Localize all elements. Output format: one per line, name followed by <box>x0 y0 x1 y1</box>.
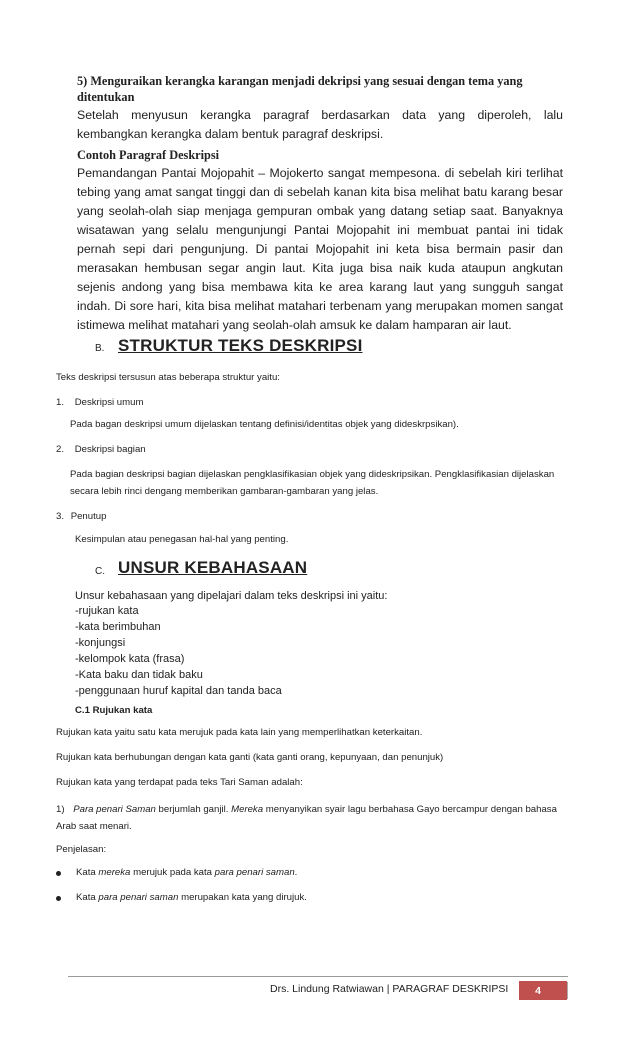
list-item: -kata berimbuhan <box>75 621 161 633</box>
structure-item-2-desc: Pada bagian deskripsi bagian dijelaskan pengklasifikasian objek yang dideskripsikan. Pengklasifikasian dijelaskan secara lebih rinci dengang memberikan gambaran-gambaran yang jelas. <box>70 469 555 497</box>
structure-item-label: Penutup <box>70 511 107 522</box>
section-b-title: STRUKTUR TEKS DESKRIPSI <box>118 336 363 355</box>
explanation-label: Penjelasan: <box>56 844 107 855</box>
section-b-letter: B. <box>95 343 105 354</box>
section-b-intro: Teks deskripsi tersusun atas beberapa struktur yaitu: <box>56 372 280 383</box>
language-elements-list <box>75 603 282 699</box>
list-item: -penggunaan huruf kapital dan tanda baca <box>75 685 282 697</box>
bullet-icon <box>56 871 61 876</box>
list-item: -konjungsi <box>75 637 126 649</box>
rujukan-para-2: Rujukan kata berhubungan dengan kata ganti (kata ganti orang, kepunyaan, dan penunjuk) <box>56 752 444 763</box>
step-5-heading: 5) Menguraikan kerangka karangan menjadi dekripsi yang sesuai dengan tema yang ditentukan <box>77 74 523 104</box>
structure-item-3-desc: Kesimpulan atau penegasan hal-hal yang penting. <box>75 534 289 545</box>
subsection-c1-heading: C.1 Rujukan kata <box>75 705 153 716</box>
structure-item-3 <box>56 510 106 524</box>
structure-item-1 <box>56 396 143 410</box>
explanation-bullet-2: Kata para penari saman merupakan kata yang dirujuk. <box>56 891 307 905</box>
structure-item-2 <box>56 443 146 457</box>
structure-item-label: Deskripsi umum <box>74 397 144 408</box>
example-paragraph: Pemandangan Pantai Mojopahit – Mojokerto sangat mempesona. di sebelah kiri terlihat tebing yang amat sangat tinggi dan di sebelah kanan kita bisa melihat batu karang besar yang seolah-olah siap menjaga gempuran ombak yang datang setiap saat. Banyaknya wisatawan yang selalu mengunjungi Pantai Mojopahit ini membuat pantai ini tidak pernah sepi dari pengunjung. Di pantai Mojopahit ini keta bisa bermain pasir dan merasakan hembusan segar angin laut. Kita juga bisa naik kuda ataupun angkutan sejenis andong yang bisa membawa kita ke area karang laut yang sungguh sangat indah. Di sore hari, kita bisa melihat matahari terbenam yang merupakan momen sangat istimewa melihat matahari yang seolah-olah amsuk ke dalam hamparan air laut. <box>77 166 563 332</box>
structure-item-1-desc: Pada bagan deskripsi umum dijelaskan tentang definisi/identitas objek yang dideskrpsikan). <box>70 419 459 430</box>
footer-text: Drs. Lindung Ratwiawan | PARAGRAF DESKRIPSI <box>270 983 509 995</box>
footer-rule <box>68 976 568 977</box>
example-number: 1) <box>56 804 65 815</box>
bullet-icon <box>56 896 61 901</box>
page-number-badge <box>519 981 567 1000</box>
step-5-body: Setelah menyusun kerangka paragraf berdasarkan data yang diperoleh, lalu kembangkan kerangka dalam bentuk paragraf deskripsi. <box>77 108 563 141</box>
example-sentence: 1) Para penari Saman berjumlah ganjil. Mereka menyanyikan syair lagu berbahasa Gayo bercampur dengan bahasa Arab saat menari. <box>56 804 557 832</box>
structure-item-number: 2. <box>56 444 65 455</box>
rujukan-para-3: Rujukan kata yang terdapat pada teks Tari Saman adalah: <box>56 777 303 788</box>
structure-item-number: 1. <box>56 397 65 408</box>
rujukan-para-1: Rujukan kata yaitu satu kata merujuk pada kata lain yang memperlihatkan keterkaitan. <box>56 727 423 738</box>
section-c-letter: C. <box>95 566 105 577</box>
list-item: -Kata baku dan tidak baku <box>75 669 203 681</box>
structure-item-label: Deskripsi bagian <box>74 444 146 455</box>
explanation-bullet-1: Kata mereka merujuk pada kata para penari saman. <box>56 866 297 880</box>
list-item: -kelompok kata (frasa) <box>75 653 185 665</box>
footer-divider <box>567 982 568 999</box>
list-item: -rujukan kata <box>75 605 139 617</box>
structure-item-number: 3. <box>56 511 65 522</box>
page-number: 4 <box>535 984 541 997</box>
example-title: Contoh Paragraf Deskripsi <box>77 148 220 162</box>
section-c-title: UNSUR KEBAHASAAN <box>118 558 308 577</box>
section-c-intro: Unsur kebahasaan yang dipelajari dalam teks deskripsi ini yaitu: <box>75 590 388 602</box>
